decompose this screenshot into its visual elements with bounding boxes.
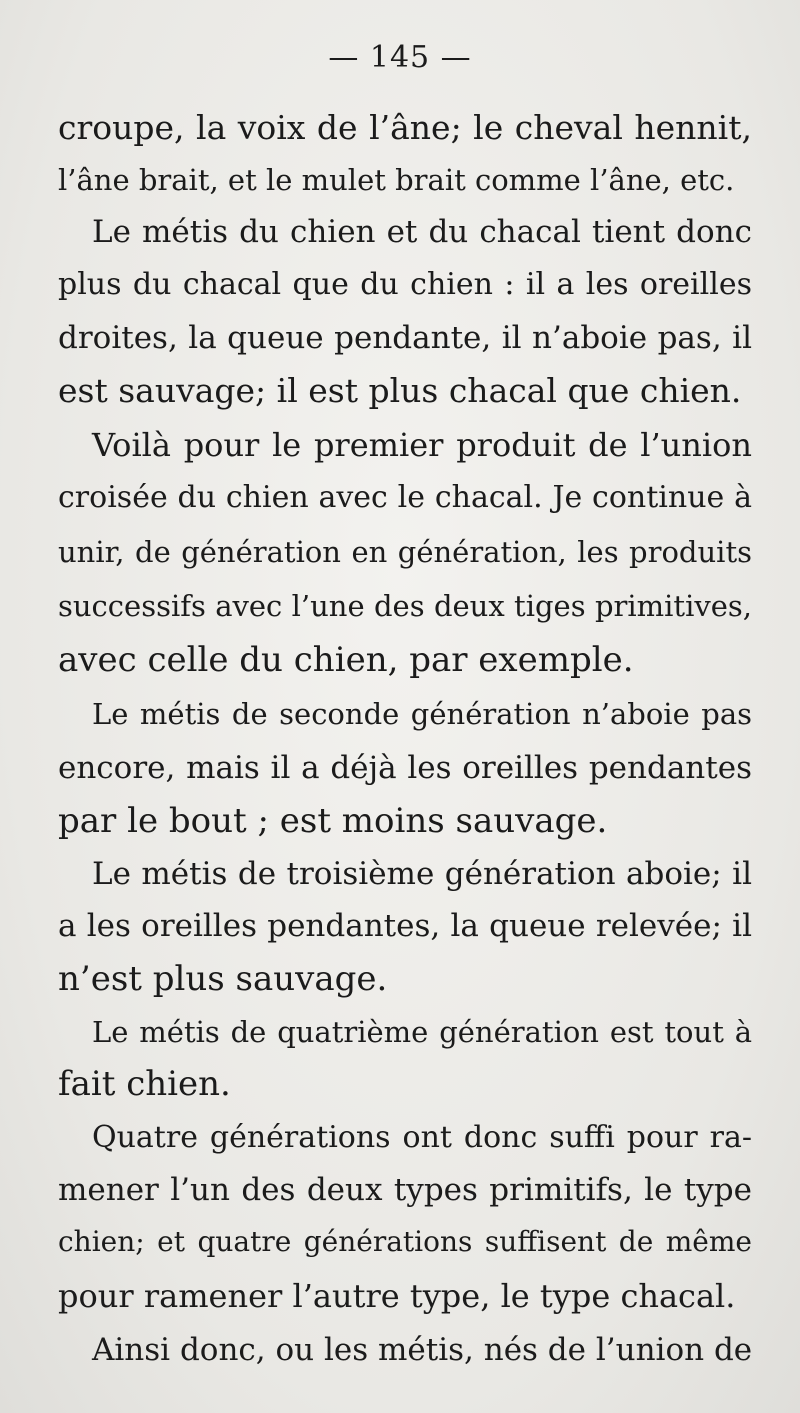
text-line: droites, la queue pendante, il n’aboie pas, il — [58, 320, 752, 356]
text-line: croupe, la voix de l’âne; le cheval hennit, — [58, 108, 752, 147]
text-line: fait chien. — [58, 1064, 231, 1104]
text-line: l’âne brait, et le mulet brait comme l’âne, etc. — [58, 163, 735, 197]
text-line: plus du chacal que du chien : il a les oreilles — [58, 267, 752, 302]
page-number: — 145 — — [328, 40, 472, 75]
text-line: croisée du chien avec le chacal. Je continue à — [58, 480, 752, 515]
text-line: avec celle du chien, par exemple. — [58, 640, 634, 680]
text-line: Voilà pour le premier produit de l’union — [92, 426, 752, 464]
text-line: mener l’un des deux types primitifs, le type — [58, 1172, 752, 1208]
text-line: pour ramener l’autre type, le type chacal. — [58, 1277, 736, 1315]
text-line: Le métis du chien et du chacal tient donc — [92, 214, 752, 250]
text-line: unir, de génération en génération, les produits — [58, 535, 752, 569]
text-line: Quatre générations ont donc suffi pour ra- — [92, 1120, 752, 1155]
text-line: successifs avec l’une des deux tiges primitives, — [58, 589, 752, 623]
text-line: a les oreilles pendantes, la queue relevée; il — [58, 908, 752, 944]
text-line: encore, mais il a déjà les oreilles pendantes — [58, 750, 752, 786]
text-line: par le bout ; est moins sauvage. — [58, 801, 608, 841]
text-line: n’est plus sauvage. — [58, 959, 388, 999]
text-line: Ainsi donc, ou les métis, nés de l’union de — [92, 1332, 753, 1368]
text-line: Le métis de seconde génération n’aboie pas — [92, 697, 752, 731]
text-line: Le métis de quatrième génération est tout à — [92, 1015, 752, 1049]
text-line: Le métis de troisième génération aboie; il — [92, 856, 752, 892]
text-line: chien; et quatre générations suffisent de même — [58, 1225, 752, 1258]
text-line: est sauvage; il est plus chacal que chien. — [58, 371, 742, 410]
